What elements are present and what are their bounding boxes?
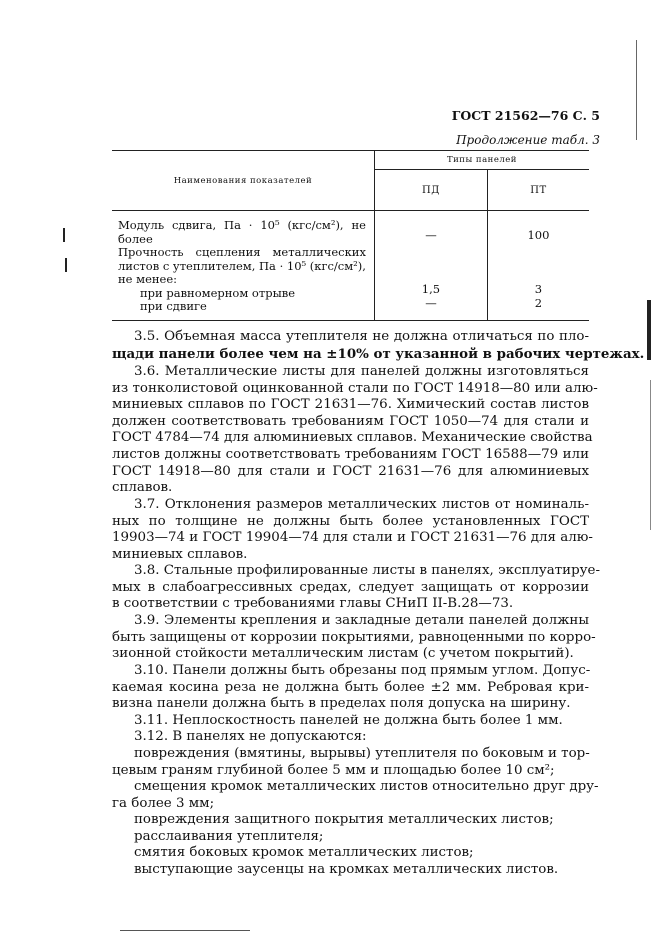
paragraph-3-12 (112, 729, 589, 746)
text-line: смещения кромок металлических листов относительно друг дру- (134, 779, 599, 794)
row-label: при сдвиге (140, 299, 207, 313)
value-pd: — (425, 295, 437, 310)
text-line: 3.6. Металлические листы для панелей должны изготовляться (134, 364, 589, 379)
column-header-name: Наименования показателей (112, 151, 374, 211)
value-pt: 2 (534, 295, 543, 310)
text-line: миниевых сплавов. (112, 546, 248, 562)
text-line: должен соответствовать требованиям ГОСТ 1050—74 для стали и (112, 413, 589, 429)
value-pd: 1,5 (421, 282, 441, 296)
list-item-coating (112, 812, 589, 829)
text-line: ных по толщине не должны быть более установленных ГОСТ (112, 513, 589, 529)
text-line: щади панели более чем на ±10% от указанной в рабочих чертежах. (112, 345, 645, 362)
text-line: 3.12. В панелях не допускаются: (134, 729, 367, 744)
paragraph-3-6 (112, 364, 598, 497)
text-line: 3.10. Панели должны быть обрезаны под прямым углом. Допус- (134, 663, 591, 678)
paragraph-3-5 (112, 329, 645, 362)
table-cell-pd (374, 211, 487, 321)
table-cell-pt (487, 211, 589, 321)
text-line: ГОСТ 14918—80 для стали и ГОСТ 21631—76 для алюминиевых (112, 463, 589, 479)
row-label: более (118, 231, 153, 246)
value-pt: 3 (534, 282, 543, 296)
scan-bottom-rule (120, 930, 250, 931)
paragraph-3-11 (112, 713, 589, 730)
specification-table (112, 150, 589, 321)
text-line: быть защищены от коррозии покрытиями, равноценными по корро- (112, 629, 596, 645)
text-line: листов должны соответствовать требованиям ГОСТ 16588—79 или (112, 446, 589, 462)
list-item-burrs (112, 862, 589, 879)
text-line: выступающие заусенцы на кромках металлических листов. (134, 862, 559, 877)
text-line: визна панели должна быть в пределах поля допуска на ширину. (112, 696, 571, 712)
text-line: 3.7. Отклонения размеров металлических листов от номиналь- (134, 497, 589, 512)
value-pd: — (425, 228, 437, 242)
paragraph-3-7 (112, 497, 593, 563)
table-row (112, 211, 589, 321)
list-item-shift (112, 779, 599, 812)
text-line: 19903—74 и ГОСТ 19904—74 для стали и ГОСТ 21631—76 для алю- (112, 530, 593, 546)
text-line: смятия боковых кромок металлических листов; (134, 845, 474, 860)
column-header-pt: ПТ (487, 170, 589, 211)
text-line: ГОСТ 4784—74 для алюминиевых сплавов. Механические свойства (112, 430, 593, 446)
text-line: повреждения (вмятины, вырывы) утеплителя по боковым и тор- (134, 746, 590, 761)
list-item-edges (112, 845, 589, 862)
paragraph-3-8 (112, 563, 600, 613)
text-line: га более 3 мм; (112, 795, 215, 811)
scan-margin-mark (63, 228, 65, 242)
text-line: в соответствии с требованиями главы СНиП II-В.28—73. (112, 596, 514, 612)
scan-margin-mark (636, 40, 637, 140)
row-label: Модуль сдвига, Па · 10⁵ (кгс/см²), не (118, 218, 366, 232)
row-label: при равномерном отрыве (140, 285, 296, 300)
row-label: не менее: (118, 272, 178, 286)
text-line: 3.9. Элементы крепления и закладные детали панелей должны (134, 613, 589, 628)
row-label: Прочность сцепления металлических (118, 245, 366, 259)
text-line: из тонколистовой оцинкованной стали по ГОСТ 14918—80 или алю- (112, 380, 598, 396)
row-label: листов с утеплителем, Па · 10⁵ (кгс/см²), (118, 258, 366, 273)
value-pt: 100 (527, 228, 550, 242)
list-item-delamination (112, 829, 589, 846)
document-header: ГОСТ 21562—76 С. 5 (451, 108, 600, 123)
list-item-damage (112, 746, 589, 779)
text-line: цевым граням глубиной более 5 мм и площадью более 10 см²; (112, 762, 555, 778)
scan-margin-mark (650, 380, 651, 530)
text-line: расслаивания утеплителя; (134, 829, 324, 844)
column-header-panel-types: Типы панелей (374, 151, 589, 170)
text-line: зионной стойкости металлическим листам (с учетом покрытий). (112, 646, 574, 662)
text-line: каемая косина реза не должна быть более ±2 мм. Ребровая кри- (112, 679, 589, 695)
text-line: миниевых сплавов по ГОСТ 21631—76. Химический состав листов (112, 397, 589, 413)
paragraph-3-10 (112, 663, 589, 713)
scan-margin-mark (647, 300, 651, 360)
text-line: 3.11. Неплоскостность панелей не должна быть более 1 мм. (134, 713, 563, 728)
text-line: 3.5. Объемная масса утеплителя не должна отличаться по пло- (134, 329, 589, 344)
text-line: мых в слабоагрессивных средах, следует защищать от коррозии (112, 579, 589, 595)
scan-margin-mark (65, 258, 67, 272)
paragraph-3-9 (112, 613, 596, 663)
text-line: 3.8. Стальные профилированные листы в панелях, эксплуатируе- (134, 563, 600, 578)
text-line: сплавов. (112, 480, 173, 496)
table-continuation-caption: Продолжение табл. 3 (456, 133, 600, 147)
column-header-pd: ПД (374, 170, 487, 211)
text-line: повреждения защитного покрытия металлических листов; (134, 812, 554, 827)
table-cell-labels (112, 211, 374, 321)
